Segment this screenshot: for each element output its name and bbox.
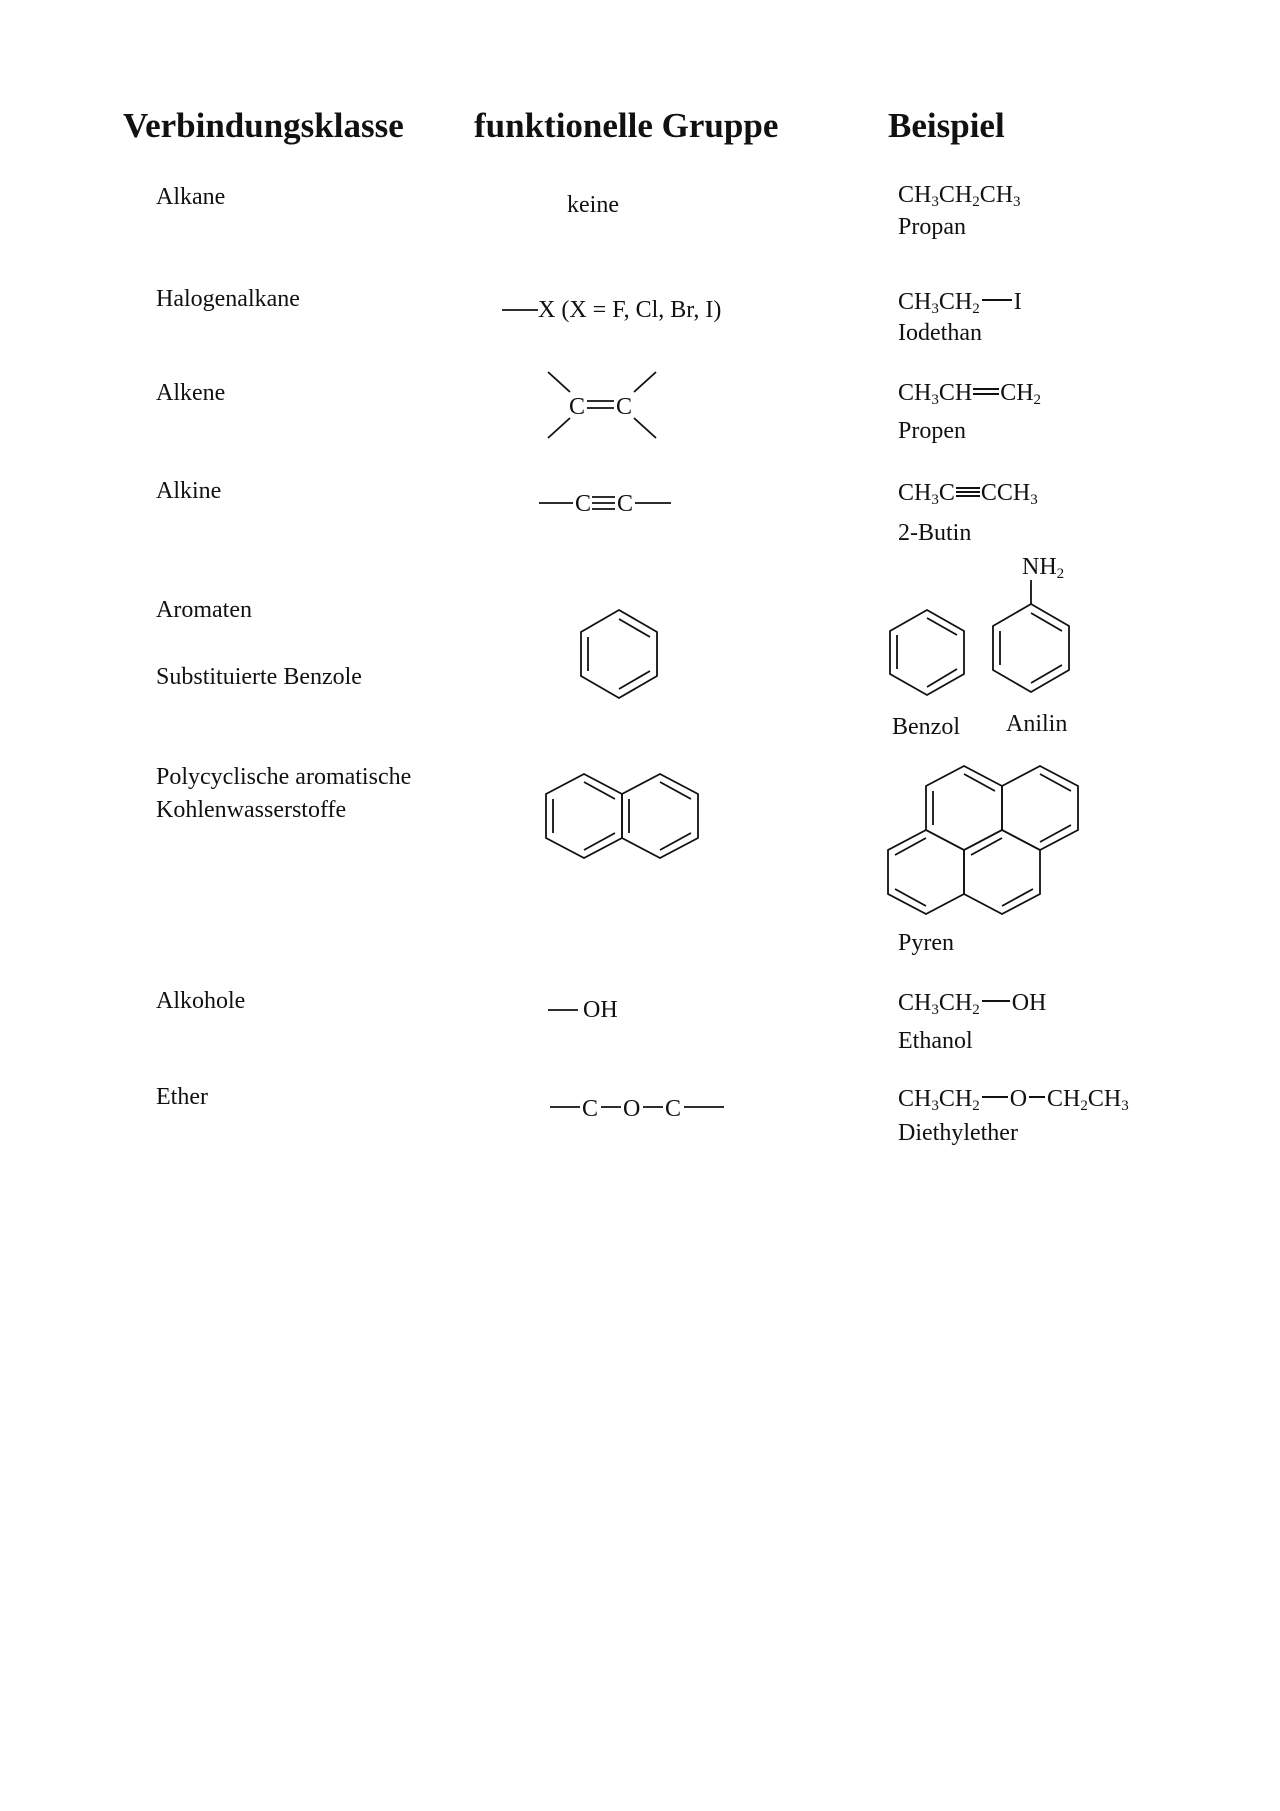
ether-group-structure [548, 1092, 728, 1122]
group-alkane: keine [567, 192, 619, 218]
name-propen: Propen [898, 418, 966, 444]
name-iodethan: Iodethan [898, 320, 982, 346]
formula-diethylether: $CH_3CH_2$ O $CH_2CH_3$ [898, 1086, 1129, 1114]
class-aromaten: Aromaten [156, 597, 252, 623]
name-ethanol: Ethanol [898, 1028, 973, 1054]
class-alkine: Alkine [156, 478, 222, 504]
name-propan: Propan [898, 214, 966, 240]
class-alkohole: Alkohole [156, 988, 246, 1014]
bond-line [548, 1008, 578, 1012]
alkene-carbon-right: C [616, 394, 633, 420]
pyrene-structure [886, 764, 1082, 912]
anilin-ring [993, 580, 1069, 692]
group-halogen: X (X = F, Cl, Br, I) [538, 297, 722, 323]
class-halogenalkane: Halogenalkane [156, 286, 300, 312]
group-oh: OH [583, 997, 618, 1023]
class-substituted-benzenes: Substituierte Benzole [156, 664, 362, 690]
name-anilin: Anilin [1006, 711, 1068, 737]
name-benzol: Benzol [892, 714, 960, 740]
ether-carbon-right: C [665, 1096, 682, 1122]
formula-ethanol: $CH_3CH_2$ OH [898, 990, 1047, 1018]
header-functional-group: funktionelle Gruppe [474, 106, 779, 145]
class-pah-line2: Kohlenwasserstoffe [156, 797, 347, 823]
header-example: Beispiel [888, 106, 1005, 145]
class-alkene: Alkene [156, 380, 226, 406]
formula-iodethan: $CH_3CH_2$ I [898, 289, 1022, 317]
naphthalene-structure [544, 772, 700, 860]
benzene-ring-structure [578, 608, 660, 700]
alkene-double-bond-structure [546, 370, 658, 440]
formula-2-butin: $CH_3C$ $CCH_3$ [898, 480, 1038, 508]
ether-oxygen: O [623, 1096, 641, 1122]
class-ether: Ether [156, 1084, 208, 1110]
bond-line [502, 308, 538, 312]
name-2-butin: 2-Butin [898, 520, 972, 546]
alkine-carbon-right: C [617, 491, 634, 517]
class-alkane: Alkane [156, 184, 226, 210]
alkene-carbon-left: C [569, 394, 586, 420]
alkine-triple-bond-structure [537, 488, 673, 518]
ether-carbon-left: C [582, 1096, 599, 1122]
name-pyren: Pyren [898, 930, 954, 956]
class-pah-line1: Polycyclische aromatische [156, 764, 412, 790]
alkine-carbon-left: C [575, 491, 592, 517]
formula-propan: $CH_3CH_2CH_3$ [898, 182, 1021, 210]
formula-propen: $CH_3CH$ $CH_2$ [898, 380, 1042, 408]
benzol-anilin-structures [888, 580, 1074, 702]
substituent-nh2: $NH_2$ [1022, 554, 1065, 582]
benzol-ring [890, 610, 964, 695]
name-diethylether: Diethylether [898, 1120, 1018, 1146]
header-class: Verbindungsklasse [123, 106, 404, 145]
